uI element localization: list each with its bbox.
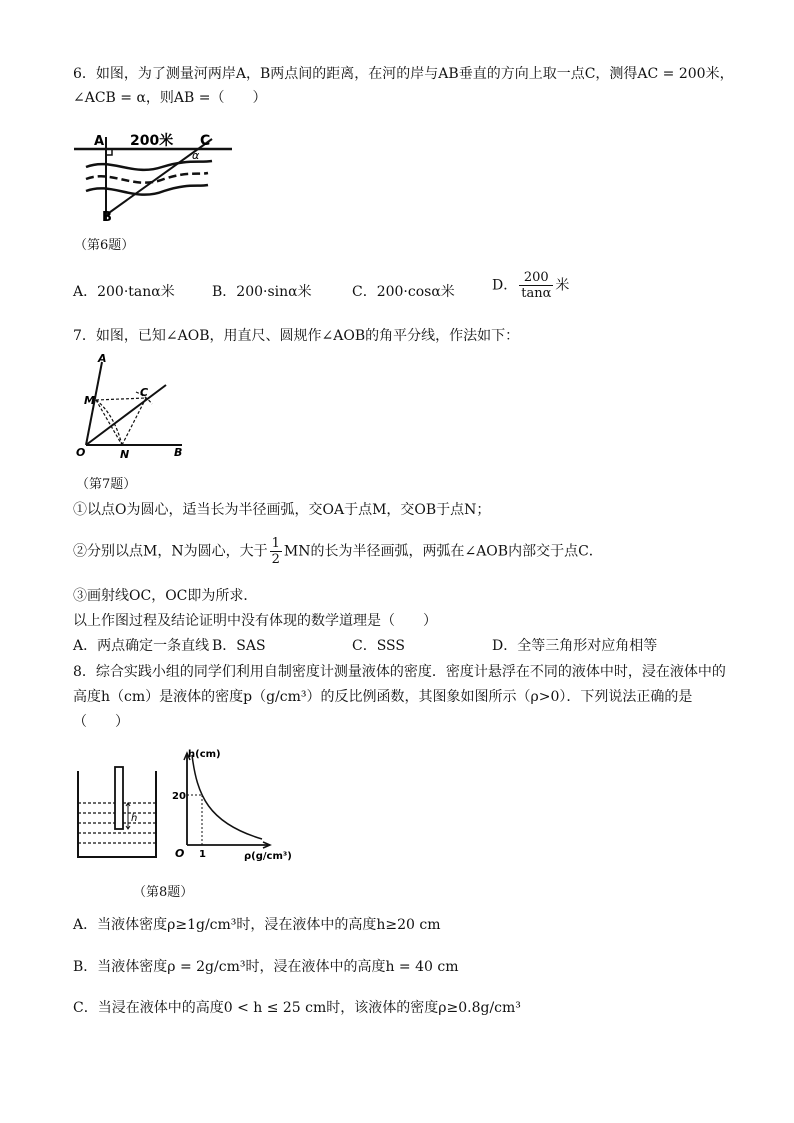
q6-label-b: B bbox=[102, 210, 112, 225]
q7-label-o: O bbox=[76, 446, 86, 459]
q6-option-a: A．200·tanα米 bbox=[73, 284, 175, 300]
q7-dashed-mn bbox=[96, 400, 122, 445]
q7-option-c: C．SSS bbox=[352, 638, 405, 654]
q7-ray-oc bbox=[86, 385, 166, 445]
q6-stem-line2: ∠ACB = α，则AB =（ ） bbox=[73, 90, 267, 106]
q6-river-figure bbox=[72, 125, 237, 225]
q6-option-d-denominator: tanα bbox=[521, 286, 552, 301]
q8-label-20: 20 bbox=[172, 791, 186, 802]
q8-option-a: A．当液体密度ρ≥1g/cm³时，浸在液体中的高度h≥20 cm bbox=[73, 917, 441, 933]
q7-label-m: M bbox=[84, 394, 95, 407]
q8-label-rho-axis: ρ(g/cm³) bbox=[244, 851, 292, 862]
q8-label-h-axis: h(cm) bbox=[188, 749, 221, 760]
q7-stem: 7．如图，已知∠AOB，用直尺、圆规作∠AOB的角平分线，作法如下： bbox=[73, 328, 520, 344]
q7-step-2-fraction bbox=[270, 536, 282, 567]
q6-label-c: C bbox=[200, 133, 211, 149]
q6-option-d-fraction bbox=[519, 270, 553, 301]
q6-caption: （第6题） bbox=[74, 238, 135, 253]
q8-label-1: 1 bbox=[199, 849, 206, 860]
q6-river-wave-2 bbox=[86, 173, 208, 183]
q7-step-2-numerator: 1 bbox=[271, 536, 280, 551]
q8-stem-line2: 高度h（cm）是液体的密度p（g/cm³）的反比例函数，其图象如图所示（ρ>0）．下列说法正确的是 bbox=[73, 689, 693, 705]
q7-step-2 bbox=[73, 536, 603, 567]
q8-graph-figure bbox=[170, 745, 295, 865]
q7-label-c: C bbox=[140, 386, 149, 399]
q7-caption: （第7题） bbox=[76, 477, 137, 492]
q8-container-figure bbox=[76, 765, 161, 860]
q8-hydrometer bbox=[115, 767, 123, 829]
q6-stem-line1: 6．如图，为了测量河两岸A，B两点间的距离，在河的岸与AB垂直的方向上取一点C，测得AC = 200米， bbox=[73, 66, 734, 82]
q7-step-2-denominator: 2 bbox=[271, 552, 280, 567]
q6-option-c: C．200·cosα米 bbox=[352, 284, 455, 300]
q8-caption: （第8题） bbox=[133, 885, 194, 900]
q8-stem-line3: （ ） bbox=[73, 714, 129, 730]
q7-step-1: ①以点O为圆心，适当长为半径画弧，交OA于点M，交OB于点N； bbox=[73, 502, 491, 518]
q6-label-a: A bbox=[94, 134, 105, 149]
q8-stem-line1: 8．综合实践小组的同学们利用自制密度计测量液体的密度．密度计悬浮在不同的液体中时，浸在液体中的 bbox=[73, 664, 726, 680]
q7-option-b: B．SAS bbox=[212, 638, 266, 654]
q7-step-3: ③画射线OC，OC即为所求． bbox=[73, 588, 258, 604]
q7-step-2-prefix: ②分别以点M，N为圆心，大于 bbox=[73, 543, 268, 560]
q7-label-b: B bbox=[174, 446, 183, 459]
q6-option-b: B．200·sinα米 bbox=[212, 284, 312, 300]
q6-river-wave-1 bbox=[86, 161, 212, 170]
q8-option-b: B．当液体密度ρ = 2g/cm³时，浸在液体中的高度h = 40 cm bbox=[73, 959, 459, 975]
q7-step-2-suffix: MN的长为半径画弧，两弧在∠AOB内部交于点C． bbox=[283, 543, 603, 560]
q6-label-distance: 200米 bbox=[130, 133, 174, 149]
q8-option-c: C．当浸在液体中的高度0 < h ≤ 25 cm时，该液体的密度ρ≥0.8g/cm³ bbox=[73, 1000, 521, 1016]
q6-option-d-unit: 米 bbox=[555, 277, 570, 294]
q7-option-a: A．两点确定一条直线 bbox=[73, 638, 210, 654]
q6-option-d-numerator: 200 bbox=[519, 270, 553, 286]
q7-dashed-mc bbox=[96, 398, 146, 400]
q7-label-n: N bbox=[120, 448, 130, 461]
q6-option-d bbox=[492, 270, 569, 301]
q7-option-d: D．全等三角形对应角相等 bbox=[492, 638, 658, 654]
q7-angle-figure bbox=[74, 352, 194, 462]
q7-label-a: A bbox=[98, 352, 107, 365]
q7-dashed-nc bbox=[122, 398, 146, 445]
q6-option-d-prefix: D． bbox=[492, 277, 518, 294]
q6-label-alpha: α bbox=[192, 149, 200, 162]
q8-label-o: O bbox=[175, 847, 185, 860]
q7-question: 以上作图过程及结论证明中没有体现的数学道理是（ ） bbox=[73, 613, 437, 629]
q8-label-h: h bbox=[131, 813, 138, 824]
